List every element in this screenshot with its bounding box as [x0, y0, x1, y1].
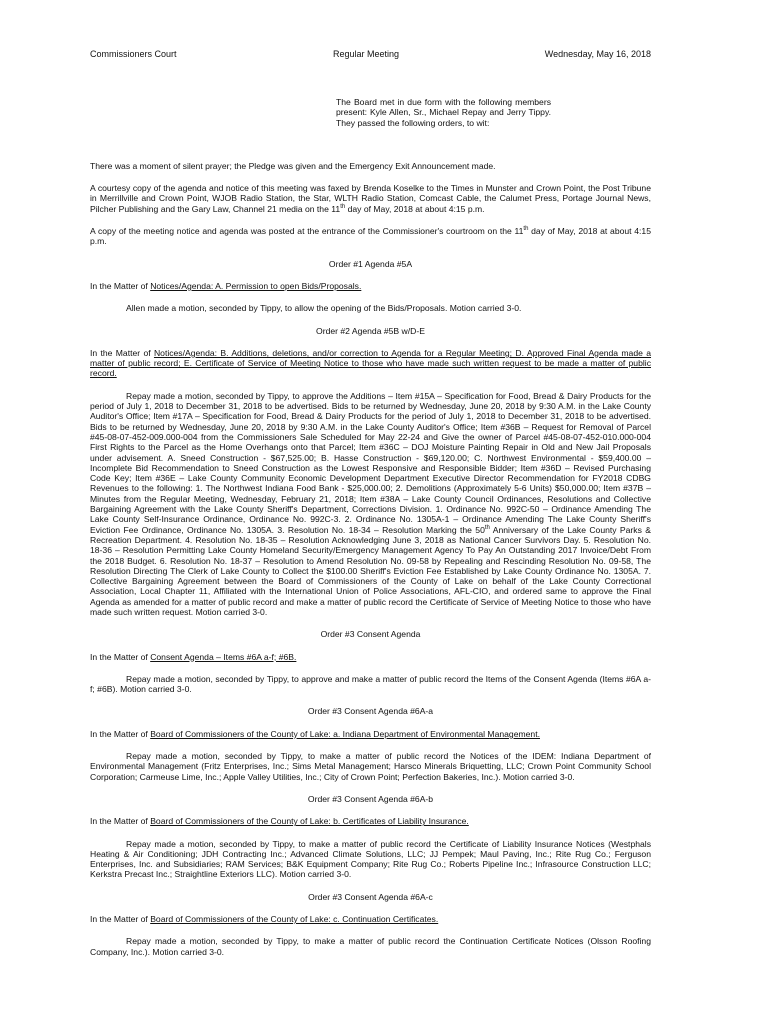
posted-ordinal: th: [523, 226, 529, 233]
motion-text: Repay made a motion, seconded by Tippy, to approve the Additions – Item #15A – Specification for Food, Bread & Dairy Products for the period of July 1, 2018 to December 31, 2018 to be advertised. Bids to be returned by Wednesday, June 20, 2018 by 9:30 A.M. in the Lake County Auditor's Office; Item #17A – Specification for Food, Bread & Dairy Products for the period of July 1, 2018 to December 31, 2018 to be advertised. Bids to be returned by Wednesday, June 20, 2018 by 9:30 A.M. in the Lake County Auditor's Office; Item #36B – Request for Removal of Parcel #45-08-07-452-009.000-004 from the Commissioners Sale Scheduled for May 22-24 and Give the owner of Parcel #45-08-07-452-010.000-004 First Rights to the Parcel as the Home Overhangs onto that Parcel; Item #36C – DOJ Moisture Painting Repair in Old and New Jail Proposals under advisement. A. Sneed Construction - $67,525.00; B. Hasse Construction - $69,120.00; C. Northwest Environmental - $59,400.00 – Incomplete Bid Recommendation to Sneed Construction as the Lowest Responsive and Responsible Bidder; Item #36D – Revised Purchasing Code Key; Item #36E – Lake County Community Economic Development Department Executive Director Recommendation for FY2018 CDBG Revenues to the following: 1. The Northwest Indiana Food Bank - $25,000.00; 2. Demolitions (Approximately 5-6 Units) $50,000.00; Item #37B – Minutes from the Regular Meeting, Wednesday, February 21, 2018; Item #38A – Lake County Council Ordinances, Resolutions and Collective Bargaining Agreement with the Lake County Sheriff's Department, Corrections Division. 1. Ordinance No. 992C-50 – Ordinance Amending The Lake County Self-Insurance Ordinance, Ordinance No. 992C-3. 2. Ordinance No. 1305A-1 – Ordinance Amending The Lake County Sheriff's Eviction Fee Ordinance, Ordinance No. 1305A. 3. Resolution No. 18-34 – Resolution Marking the 50: [90, 390, 651, 535]
matter-subject: Notices/Agenda: B. Additions, deletions, and/or correction to Agenda for a Regular Meeting; D. Approved Final Agenda made a matter of public record; E. Certificate of Service of Meeting Notice to those who have made such written request to be made a matter of public record.: [90, 347, 652, 379]
matter-subject: Notices/Agenda: A. Permission to open Bids/Proposals.: [150, 280, 362, 291]
courtesy-text: A courtesy copy of the agenda and notice of this meeting was faxed by Brenda Koselke to the Times in Munster and Crown Point, the Post Tribune in Merrillville and Crown Point, WJOB Radio Station, the Star, WLTH Radio Station, Comcast Cable, the Calumet Press, Portage Journal News, Pilcher Publishing and the Gary Law, Channel 21 media on the 11: [90, 183, 651, 214]
posted-text-end: day of May, 2018 at about 4:15 p.m.: [90, 226, 651, 247]
order-3b-matter: [90, 816, 651, 826]
order-2-matter: [90, 348, 651, 379]
order-3a-matter: [90, 729, 651, 739]
intro-block: The Board met in due form with the following members present: Kyle Allen, Sr., Michael Repay and Jerry Tippy. They passed the following orders, to wit:: [336, 97, 551, 128]
order-2-motion: [90, 391, 651, 618]
matter-subject: Board of Commissioners of the County of Lake: c. Continuation Certificates.: [150, 914, 439, 925]
prayer-paragraph: There was a moment of silent prayer; the Pledge was given and the Emergency Exit Announcement made.: [90, 160, 496, 171]
order-3-matter: [90, 652, 651, 662]
page-header: [90, 49, 651, 61]
motion-text-end: Anniversary of the Lake County Parks & Recreation Department. 4. Resolution No. 18-35 – Resolution Acknowledging June 3, 2018 as National Cancer Survivors Day. 5. Resolution No. 18-36 – Resolution Permitting Lake County Homeland Security/Emergency Management Agency To Pay An Outstanding 2017 Invoice/Debt From the 2018 Budget. 6. Resolution No. 18-37 – Resolution to Amend Resolution No. 09-58 by Repealing and Rescinding Resolution No. 09-58, The Resolution Directing The Clerk of Lake County to Collect the $100.00 Sheriff's Eviction Fee Established by Lake County Ordinance No. 1305A. 7. Collective Bargaining Agreement between the Board of Commissioners of the County of Lake on behalf of the Lake County Correctional Association, Local Chapter 11, Affiliated with the International Union of Police Associations, AFL-CIO, and ordered same to approve the Final Agenda as amended for a matter of public record and make a matter of public record the Certificate of Service of Meeting Notice to those who have made such written request. Motion carried 3-0.: [90, 524, 651, 617]
order-1-matter: [90, 281, 651, 291]
header-date: Wednesday, May 16, 2018: [544, 49, 651, 59]
order-3-title: Order #3 Consent Agenda: [320, 629, 421, 640]
matter-prefix: In the Matter of: [90, 914, 151, 925]
courtesy-text-end: day of May, 2018 at about 4:15 p.m.: [345, 203, 485, 214]
matter-subject: Board of Commissioners of the County of Lake: b. Certificates of Liability Insurance.: [150, 816, 469, 827]
order-3c-motion: Repay made a motion, seconded by Tippy, to make a matter of public record the Continuation Certificate Notices (Olsson Roofing Company, Inc.). Motion carried 3-0.: [90, 936, 651, 957]
document-page: [90, 49, 651, 957]
order-2-title: Order #2 Agenda #5B w/D-E: [316, 325, 425, 336]
header-court: Commissioners Court: [90, 49, 177, 59]
order-1-motion: Allen made a motion, seconded by Tippy, to allow the opening of the Bids/Proposals. Motion carried 3-0.: [126, 303, 522, 314]
order-3a-title: Order #3 Consent Agenda #6A-a: [307, 706, 434, 717]
order-3a-motion: Repay made a motion, seconded by Tippy, to make a matter of public record the Notices of the IDEM: Indiana Department of Environmental Management (Fritz Enterprises, Inc.; Sims Metal Management; Harsco Minerals Briquetting, LLC; Crown Point Community School Corporation; Carmeuse Lime, Inc.; Apple Valley Utilities, Inc.; City of Crown Point; Perfection Bakeries, Inc.). Motion carried 3-0.: [90, 751, 651, 782]
order-3b-title: Order #3 Consent Agenda #6A-b: [307, 793, 434, 804]
courtesy-ordinal: th: [340, 203, 346, 210]
order-3-motion: Repay made a motion, seconded by Tippy, to approve and make a matter of public record the Items of the Consent Agenda (Items #6A a-f; #6B). Motion carried 3-0.: [90, 673, 651, 695]
posted-text: A copy of the meeting notice and agenda was posted at the entrance of the Commissioner's courtroom on the 11: [90, 226, 524, 237]
order-3c-title: Order #3 Consent Agenda #6A-c: [308, 891, 433, 902]
order-3b-motion: Repay made a motion, seconded by Tippy, to make a matter of public record the Certificate of Liability Insurance Notices (Westphals Heating & Air Conditioning; JDH Contracting Inc.; Advanced Climate Solutions, LLC; JJ Pempek; Maul Paving, Inc.; Rite Rug Co.; Ferguson Enterprises, Inc. and Subsidiaries; RAM Services; B&K Equipment Company; Rite Rug Co.; Roberts Pipeline Inc.; Infrasource Construction LLC; Kerkstra Precast Inc.; Straightline Exteriors LLC). Motion carried 3-0.: [90, 838, 651, 880]
header-meeting-type: Regular Meeting: [333, 49, 400, 59]
posted-paragraph: [90, 226, 651, 247]
matter-prefix: In the Matter of: [90, 651, 151, 662]
matter-prefix: In the Matter of: [90, 816, 151, 827]
matter-prefix: In the Matter of: [90, 280, 151, 291]
order-3c-matter: [90, 914, 651, 924]
matter-subject: Consent Agenda – Items #6A a-f; #6B.: [150, 651, 297, 662]
courtesy-paragraph: [90, 183, 651, 214]
matter-prefix: In the Matter of: [90, 347, 154, 358]
order-1-title: Order #1 Agenda #5A: [328, 258, 413, 269]
matter-subject: Board of Commissioners of the County of Lake: a. Indiana Department of Environmental Management.: [150, 728, 540, 739]
matter-prefix: In the Matter of: [90, 728, 151, 739]
motion-ordinal: th: [484, 524, 490, 531]
